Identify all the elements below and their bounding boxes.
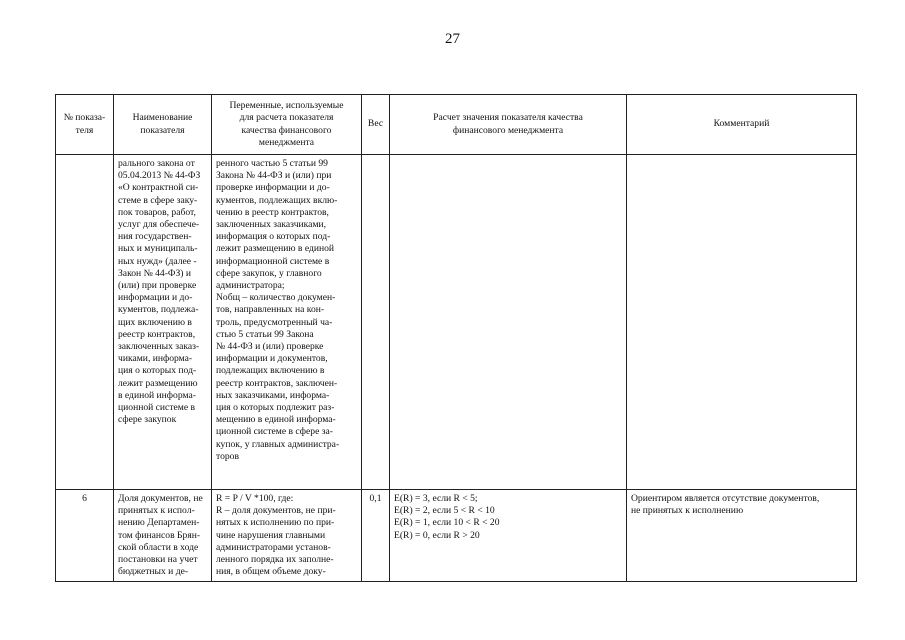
text-line: E(R) = 2, если 5 < R < 10 — [394, 505, 495, 517]
cell-name — [114, 155, 212, 490]
header-indicator-name — [114, 95, 212, 155]
cell-name — [114, 490, 212, 582]
text-line: администратора; — [216, 280, 285, 292]
header-line: менеджмента — [258, 136, 315, 148]
text-line: E(R) = 3, если R < 5; — [394, 493, 478, 504]
text-line: ция о которых под- — [118, 365, 197, 377]
text-line: 05.04.2013 № 44-ФЗ — [118, 170, 201, 182]
header-variables — [212, 95, 362, 155]
text-line: ция о которых подлежит раз- — [216, 402, 335, 414]
header-line: Переменные, используемые — [229, 100, 344, 112]
text-line: R = P / V *100, где: — [216, 493, 294, 504]
text-line: Закон № 44-ФЗ) и — [118, 267, 192, 279]
cell-calculation — [390, 490, 627, 582]
text-line: Ориентиром является отсутствие документов, — [631, 493, 820, 504]
text-line: E(R) = 0, если R > 20 — [394, 529, 480, 541]
header-line: Расчет значения показателя качества — [433, 112, 583, 124]
text-line: нению Департамен- — [118, 517, 200, 529]
text-line: ния государствен- — [118, 231, 192, 243]
text-line: пок товаров, работ, — [118, 206, 196, 218]
page-number: 27 — [445, 31, 460, 47]
cell-weight — [362, 155, 390, 490]
cell-comment — [627, 155, 857, 490]
text-line: реестр контрактов, заключен- — [216, 377, 338, 389]
text-line: подлежащих включению в — [216, 365, 325, 377]
text-line: R – доля документов, не при- — [216, 505, 336, 517]
text-line: E(R) = 1, если 10 < R < 20 — [394, 517, 500, 529]
text-line: сфере закупок — [118, 414, 177, 426]
header-line: № показа- — [63, 112, 106, 124]
text-line: в единой информа- — [118, 389, 196, 401]
text-line: проверке информации и до- — [216, 182, 330, 194]
text-line: ных нужд» (далее - — [118, 255, 197, 267]
text-line: чиками, информа- — [118, 353, 193, 365]
cell-comment — [627, 490, 857, 582]
cell-number — [56, 155, 114, 490]
text-line: бюджетных и де- — [118, 566, 189, 578]
table-row — [56, 155, 857, 490]
text-line: «О контрактной си- — [118, 182, 199, 194]
text-line: Закона № 44-ФЗ и (или) при — [216, 170, 332, 182]
text-line: тов, направленных на кон- — [216, 304, 325, 316]
text-line: купок, у главных администра- — [216, 438, 340, 450]
text-line: Доля документов, не — [118, 493, 203, 504]
text-line: щих включению в — [118, 316, 192, 328]
text-line: ленного порядка их заполне- — [216, 554, 334, 566]
table-header-row — [56, 95, 857, 155]
text-line: администраторами установ- — [216, 541, 331, 553]
indicator-table — [55, 94, 857, 582]
text-line: не принятых к исполнению — [631, 505, 744, 517]
text-line: лежит размещению в единой — [216, 243, 335, 255]
text-line: том финансов Брян- — [118, 529, 201, 541]
text-line: троль, предусмотренный ча- — [216, 316, 333, 328]
header-line: Наименование — [132, 112, 193, 124]
header-weight — [362, 95, 390, 155]
cell-calculation — [390, 155, 627, 490]
text-line: ных заказчиками, информа- — [216, 389, 330, 401]
text-line: кументов, подлежащих вклю- — [216, 194, 338, 206]
text-line: нятых к исполнению по при- — [216, 517, 335, 529]
text-line: рального закона от — [118, 158, 195, 169]
header-line: теля — [75, 124, 94, 136]
text-line: чению в реестр контрактов, — [216, 206, 329, 218]
text-line: сфере закупок, у главного — [216, 267, 322, 279]
header-line: для расчета показателя — [239, 112, 334, 124]
text-line: услуг для обеспече- — [118, 219, 200, 231]
text-line: информации и до- — [118, 292, 193, 304]
text-line: ния, в общем объеме доку- — [216, 566, 326, 578]
text-line: информационной системе в — [216, 255, 330, 267]
text-line: ренного частью 5 статьи 99 — [216, 158, 328, 169]
text-line: ционной системе в — [118, 402, 196, 414]
text-line: информации и документов, — [216, 353, 328, 365]
text-line: заключенных заказчиками, — [216, 219, 327, 231]
text-line: ных и муниципаль- — [118, 243, 198, 255]
text-line: Nобщ – количество докумен- — [216, 292, 336, 304]
text-line: стью 5 статьи 99 Закона — [216, 328, 314, 340]
header-line: Комментарий — [713, 118, 770, 130]
header-line: качества финансового — [241, 124, 332, 136]
header-calculation — [390, 95, 627, 155]
text-line: стеме в сфере заку- — [118, 194, 198, 206]
text-line: информация о которых под- — [216, 231, 331, 243]
text-line: лежит размещению — [118, 377, 198, 389]
text-line: № 44-ФЗ и (или) проверке — [216, 341, 324, 353]
text-line: постановки на учет — [118, 554, 198, 566]
text-line: реестр контрактов, — [118, 328, 196, 340]
cell-number: 6 — [56, 490, 114, 582]
text-line: (или) при проверке — [118, 280, 197, 292]
header-indicator-number — [56, 95, 114, 155]
cell-weight: 0,1 — [362, 490, 390, 582]
text-line: торов — [216, 450, 239, 462]
cell-variables — [212, 155, 362, 490]
text-line: ской области в ходе — [118, 541, 199, 553]
header-comment — [627, 95, 857, 155]
cell-variables — [212, 490, 362, 582]
text-line: мещению в единой информа- — [216, 414, 336, 426]
text-line: чине нарушения главными — [216, 529, 326, 541]
header-line: финансового менеджмента — [452, 124, 564, 136]
text-line: заключенных заказ- — [118, 341, 200, 353]
table-row — [56, 490, 857, 582]
text-line: принятых к испол- — [118, 505, 195, 517]
header-line: Вес — [367, 118, 384, 130]
text-line: ционной системе в сфере за- — [216, 426, 333, 438]
text-line: кументов, подлежа- — [118, 304, 199, 316]
header-line: показателя — [140, 124, 185, 136]
